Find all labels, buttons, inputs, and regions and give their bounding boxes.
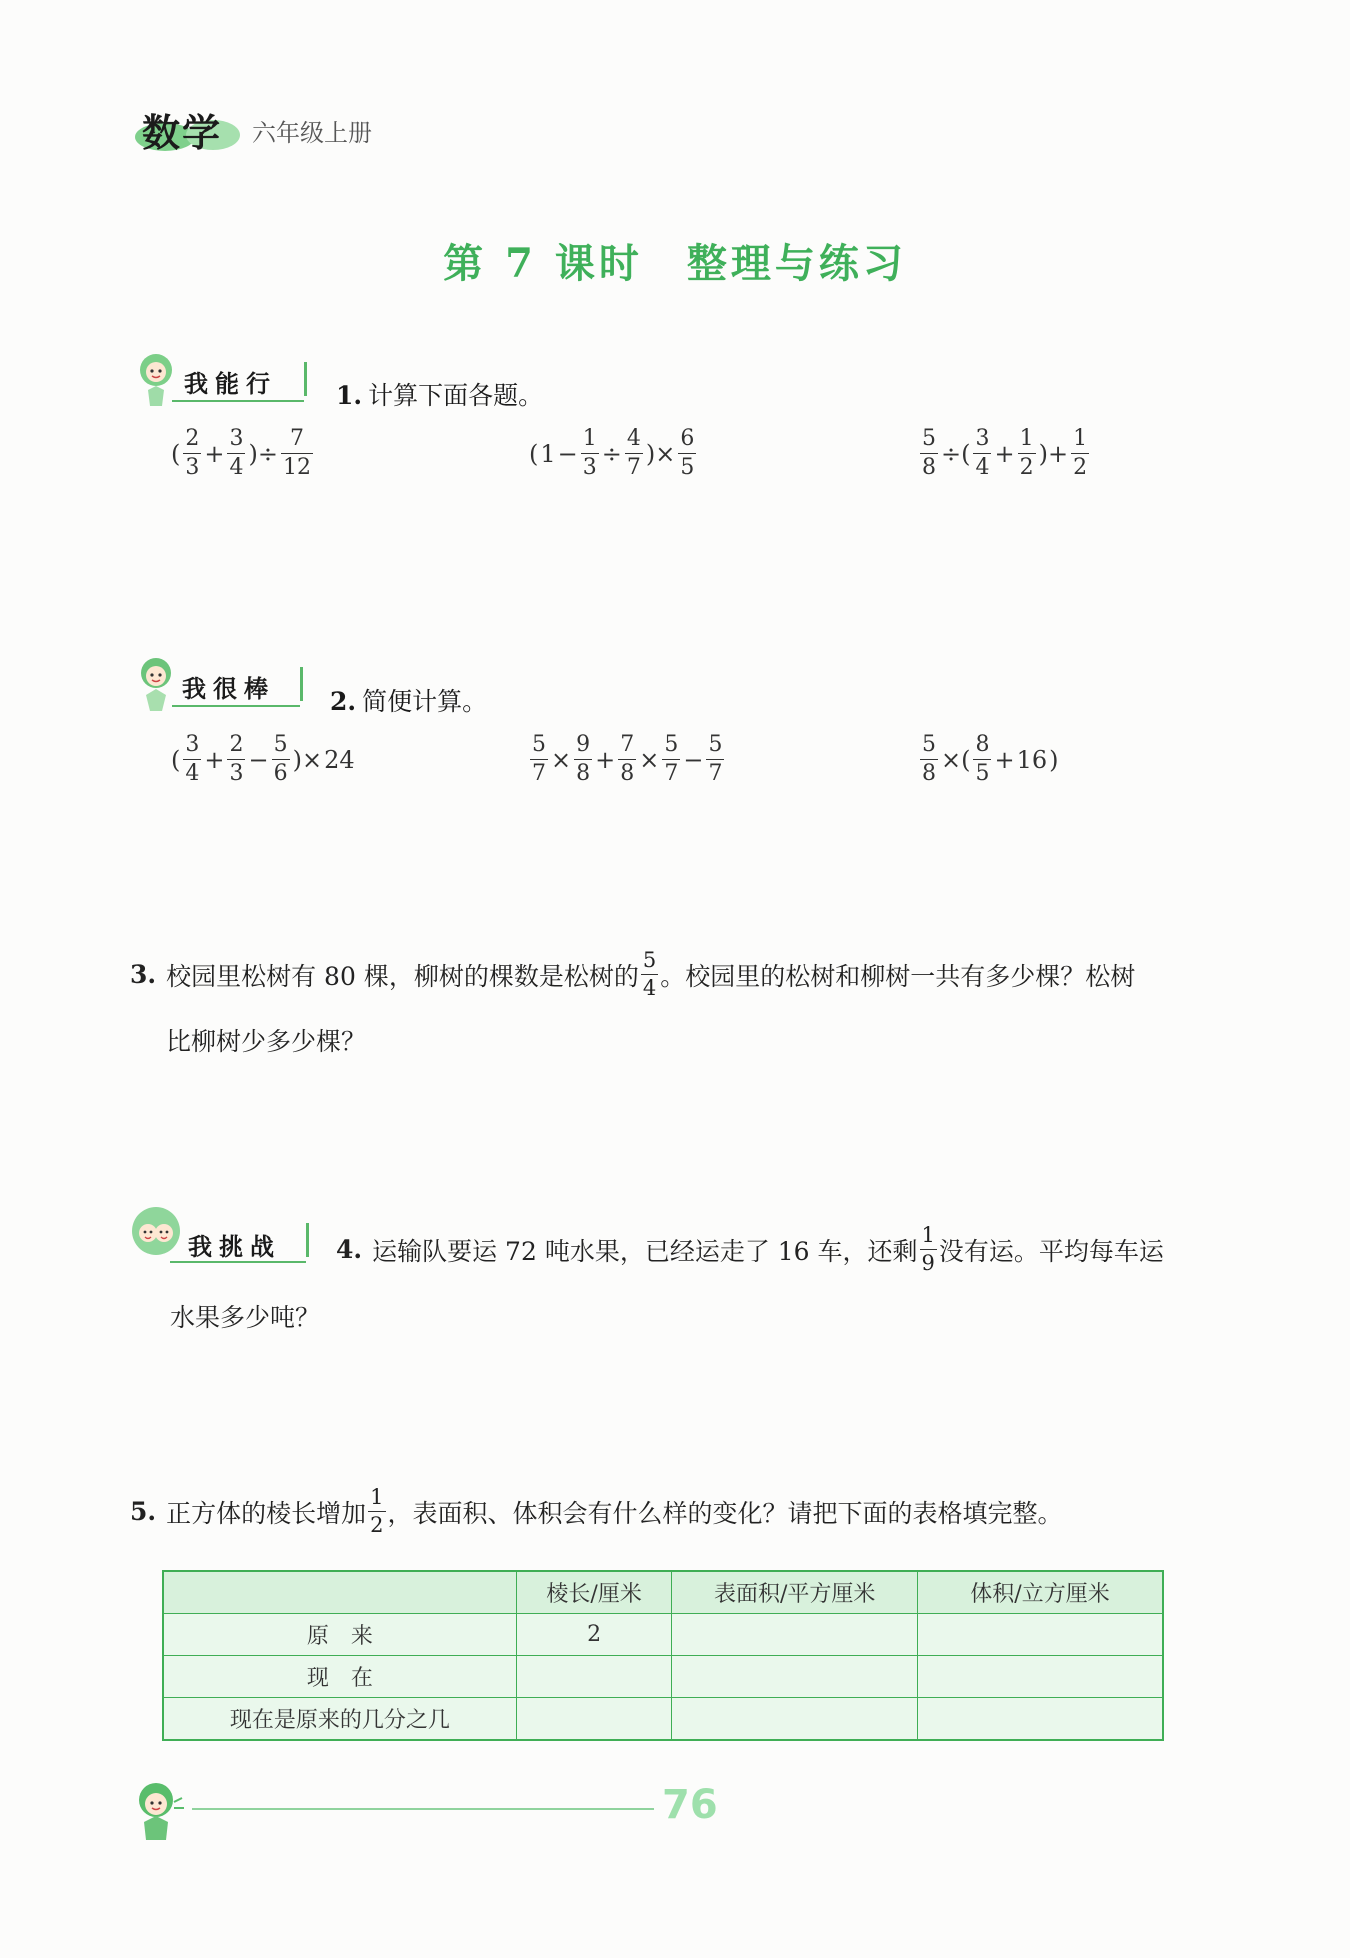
numerator: 3 [975, 426, 990, 451]
denominator: 5 [680, 455, 695, 480]
table-header-cell [163, 1571, 516, 1614]
answer-cell[interactable] [516, 1656, 672, 1698]
footer-rule [192, 1808, 654, 1810]
numerator: 5 [664, 732, 679, 757]
numerator: 2 [185, 426, 200, 451]
table-header-row [163, 1571, 1163, 1614]
numerator: 5 [922, 732, 936, 757]
numerator: 1 [370, 1485, 384, 1509]
q4-number: 4. [336, 1235, 363, 1264]
answer-cell[interactable] [672, 1656, 918, 1698]
q5-number: 5. [130, 1497, 157, 1526]
denominator: 3 [185, 455, 200, 480]
q2-expression-3: $\frac{5}{8}$ ×( $\frac{8}{5}$ + 16 ) [922, 732, 1059, 786]
q3-number: 3. [130, 960, 157, 989]
q1-label: 计算下面各题。 [368, 381, 544, 410]
denominator: 8 [620, 761, 635, 786]
q1-expression-2: ( 1 − $\frac{1}{3}$ ÷ $\frac{4}{7}$ )× $\frac{6}{5}$ [529, 426, 695, 480]
numerator: 5 [708, 732, 723, 757]
page-number: 76 [662, 1782, 718, 1828]
numerator: 3 [185, 732, 200, 757]
q1-number: 1. [336, 381, 363, 410]
table-row [163, 1656, 1163, 1698]
denominator: 4 [975, 455, 990, 480]
row-label: 原 来 [163, 1614, 516, 1656]
numerator: 5 [273, 732, 288, 757]
table-cell: 2 [516, 1614, 672, 1656]
denominator: 7 [708, 761, 723, 786]
q2-expression-2: $\frac{5}{7}$ × $\frac{9}{8}$ + $\frac{7}{8}$ × $\frac{5}{7}$ − $\frac{5}{7}$ [532, 732, 723, 786]
badge-great [132, 655, 312, 715]
badge-challenge [130, 1205, 310, 1265]
denominator: 7 [626, 455, 641, 480]
q3-text-b: 。校园里的松树和柳树一共有多少棵？松树 [660, 961, 1136, 991]
answer-cell[interactable] [516, 1698, 672, 1741]
numerator: 1 [921, 1223, 935, 1247]
badge-divider [300, 667, 303, 701]
answer-cell[interactable] [917, 1656, 1163, 1698]
badge-underline [172, 705, 300, 707]
table-header-cell: 体积/立方厘米 [917, 1571, 1163, 1614]
denominator: 2 [370, 1513, 384, 1537]
denominator: 2 [1073, 455, 1088, 480]
q4-line-1 [336, 1225, 1164, 1274]
q4-text-b: 没有运。平均每车运 [938, 1236, 1164, 1266]
numerator: 5 [532, 732, 546, 757]
answer-cell[interactable] [672, 1614, 918, 1656]
denominator: 9 [921, 1251, 935, 1275]
denominator: 8 [576, 761, 591, 786]
denominator: 4 [229, 455, 244, 480]
answer-cell[interactable] [672, 1698, 918, 1741]
denominator: 7 [532, 761, 546, 786]
denominator: 8 [922, 455, 936, 480]
integer-term: 16 [1016, 745, 1048, 774]
q3-text-a: 校园里松树有 80 棵，柳树的棵数是松树的 [166, 961, 639, 991]
cartoon-kids-icon [130, 1205, 182, 1263]
badge-underline [172, 400, 304, 402]
numerator: 8 [975, 732, 990, 757]
numerator: 2 [229, 732, 244, 757]
answer-cell[interactable] [917, 1614, 1163, 1656]
badge-label: 我挑战 [188, 1233, 281, 1261]
numerator: 1 [1019, 426, 1034, 451]
denominator: 12 [282, 455, 311, 480]
q1-heading [336, 376, 543, 412]
q1-expression-3: $\frac{5}{8}$ ÷( $\frac{3}{4}$ + $\frac{1}{2}$ )+ $\frac{1}{2}$ [922, 426, 1088, 480]
table-header-cell: 棱长/厘米 [516, 1571, 672, 1614]
denominator: 6 [273, 761, 288, 786]
q2-label: 简便计算。 [362, 687, 488, 716]
integer-term: 24 [324, 745, 355, 774]
denominator: 3 [582, 455, 597, 480]
row-label: 现 在 [163, 1656, 516, 1698]
denominator: 4 [185, 761, 200, 786]
numerator: 1 [582, 426, 597, 451]
lesson-title: 第 7 课时 整理与练习 [443, 240, 907, 287]
numerator: 6 [680, 426, 695, 451]
integer-term: 1 [540, 439, 556, 468]
numerator: 1 [1073, 426, 1088, 451]
q5-line-1 [130, 1487, 1063, 1536]
badge-label: 我能行 [184, 370, 277, 398]
answer-cell[interactable] [917, 1698, 1163, 1741]
denominator: 8 [922, 761, 936, 786]
q5-text-a: 正方体的棱长增加 [166, 1498, 367, 1528]
badge-underline [170, 1261, 306, 1263]
denominator: 7 [664, 761, 679, 786]
denominator: 3 [229, 761, 244, 786]
denominator: 5 [975, 761, 990, 786]
badge-divider [304, 362, 307, 396]
cube-change-table [162, 1570, 1164, 1741]
numerator: 4 [626, 426, 641, 451]
badge-divider [306, 1223, 309, 1257]
q4-text-a: 运输队要运 72 吨水果，已经运走了 16 车，还剩 [372, 1236, 918, 1266]
subject-title: 数学 [142, 111, 223, 155]
q2-heading [330, 682, 487, 718]
numerator: 5 [642, 948, 657, 972]
numerator: 3 [229, 426, 244, 451]
q1-expression-1: ( $\frac{2}{3}$ + $\frac{3}{4}$ )÷ $\frac{7}{12}$ [171, 426, 311, 480]
numerator: 5 [922, 426, 936, 451]
numerator: 9 [576, 732, 591, 757]
q3-line-2: 比柳树少多少棵？ [166, 1027, 367, 1056]
cartoon-mascot-icon [126, 1778, 196, 1850]
row-label: 现在是原来的几分之几 [163, 1698, 516, 1741]
table-header-cell: 表面积/平方厘米 [672, 1571, 918, 1614]
table-row [163, 1614, 1163, 1656]
denominator: 4 [642, 976, 657, 1000]
q2-expression-1: ( $\frac{3}{4}$ + $\frac{2}{3}$ − $\frac{5}{6}$ )× 24 [171, 732, 355, 786]
badge-can-do [132, 350, 312, 410]
numerator: 7 [289, 426, 304, 451]
q3-line-1 [130, 950, 1135, 999]
q4-line-2: 水果多少吨？ [170, 1303, 321, 1332]
q2-number: 2. [330, 687, 357, 716]
numerator: 7 [620, 732, 635, 757]
denominator: 2 [1019, 455, 1034, 480]
q5-text-b: ，表面积、体积会有什么样的变化？请把下面的表格填完整。 [387, 1498, 1063, 1528]
badge-label: 我很棒 [182, 675, 275, 703]
grade-label: 六年级上册 [252, 119, 372, 147]
table-row [163, 1698, 1163, 1741]
